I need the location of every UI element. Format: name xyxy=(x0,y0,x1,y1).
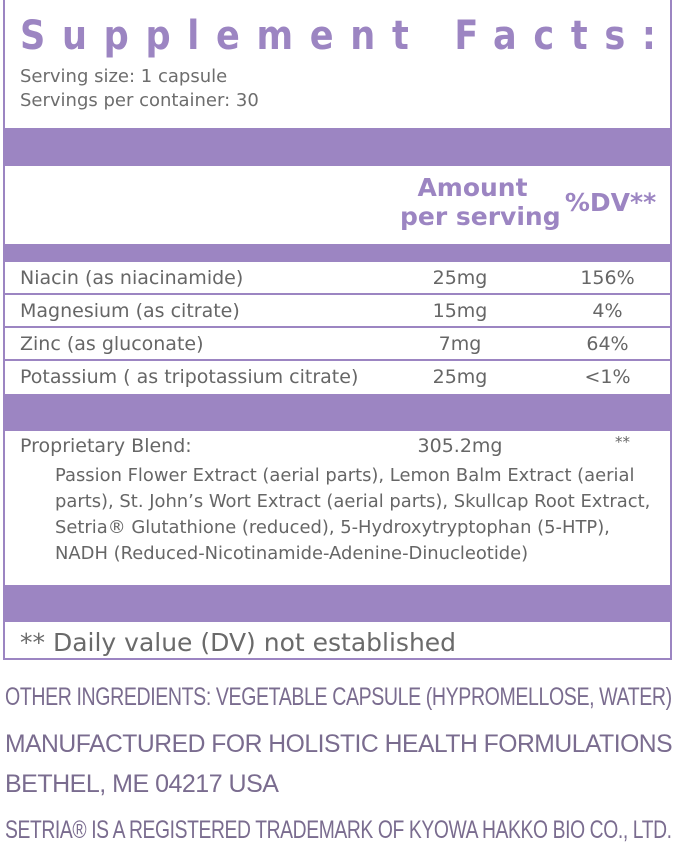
blend-name: Proprietary Blend: xyxy=(20,435,192,457)
nutrient-dv: <1% xyxy=(584,366,631,388)
amount-header xyxy=(400,173,561,231)
divider-band-middle xyxy=(5,394,672,431)
divider-band-bottom xyxy=(5,585,672,622)
dv-note: ** Daily value (DV) not established xyxy=(20,628,457,657)
trademark-notice: SETRIA® IS A REGISTERED TRADEMARK OF KYOWA HAKKO BIO CO., LTD. xyxy=(5,816,672,844)
servings-per-container: Servings per container: 30 xyxy=(20,90,259,111)
nutrient-dv: 4% xyxy=(592,300,623,322)
blend-dv: ** xyxy=(615,433,630,451)
dv-header: %DV** xyxy=(564,188,657,217)
manufacturer-address: BETHEL, ME 04217 USA xyxy=(5,770,279,798)
other-ingredients: OTHER INGREDIENTS: VEGETABLE CAPSULE (HYPROMELLOSE, WATER) xyxy=(5,683,672,711)
divider-band-header xyxy=(5,244,672,262)
nutrient-dv: 156% xyxy=(580,267,635,289)
serving-size: Serving size: 1 capsule xyxy=(20,66,228,87)
nutrient-amount: 7mg xyxy=(438,333,482,355)
blend-amount: 305.2mg xyxy=(417,435,503,457)
nutrient-row xyxy=(5,328,672,361)
amount-header-line1: Amount xyxy=(417,173,528,202)
blend-ingredient-line: NADH (Reduced-Nicotinamide-Adenine-Dinucleotide) xyxy=(55,543,529,564)
blend-ingredient-line: Setria® Glutathione (reduced), 5-Hydroxytryptophan (5-HTP), xyxy=(55,517,610,538)
amount-header-line2: per serving xyxy=(400,202,561,231)
nutrient-amount: 25mg xyxy=(432,366,488,388)
blend-ingredients xyxy=(55,463,675,567)
nutrient-amount: 25mg xyxy=(432,267,488,289)
nutrient-name: Potassium ( as tripotassium citrate) xyxy=(20,366,359,388)
nutrient-dv: 64% xyxy=(586,333,629,355)
nutrient-row xyxy=(5,295,672,328)
nutrient-name: Niacin (as niacinamide) xyxy=(20,267,244,289)
nutrient-row xyxy=(5,361,672,394)
blend-ingredient-line: Passion Flower Extract (aerial parts), Lemon Balm Extract (aerial xyxy=(55,465,635,486)
nutrient-row xyxy=(5,262,672,295)
blend-ingredient-line: parts), St. John’s Wort Extract (aerial parts), Skullcap Root Extract, xyxy=(55,491,651,512)
nutrient-name: Magnesium (as citrate) xyxy=(20,300,240,322)
panel-title: Supplement Facts: xyxy=(20,13,673,59)
nutrient-amount: 15mg xyxy=(432,300,488,322)
manufactured-for: MANUFACTURED FOR HOLISTIC HEALTH FORMULATIONS xyxy=(5,730,673,758)
nutrient-name: Zinc (as gluconate) xyxy=(20,333,204,355)
divider-band-top xyxy=(5,128,672,166)
